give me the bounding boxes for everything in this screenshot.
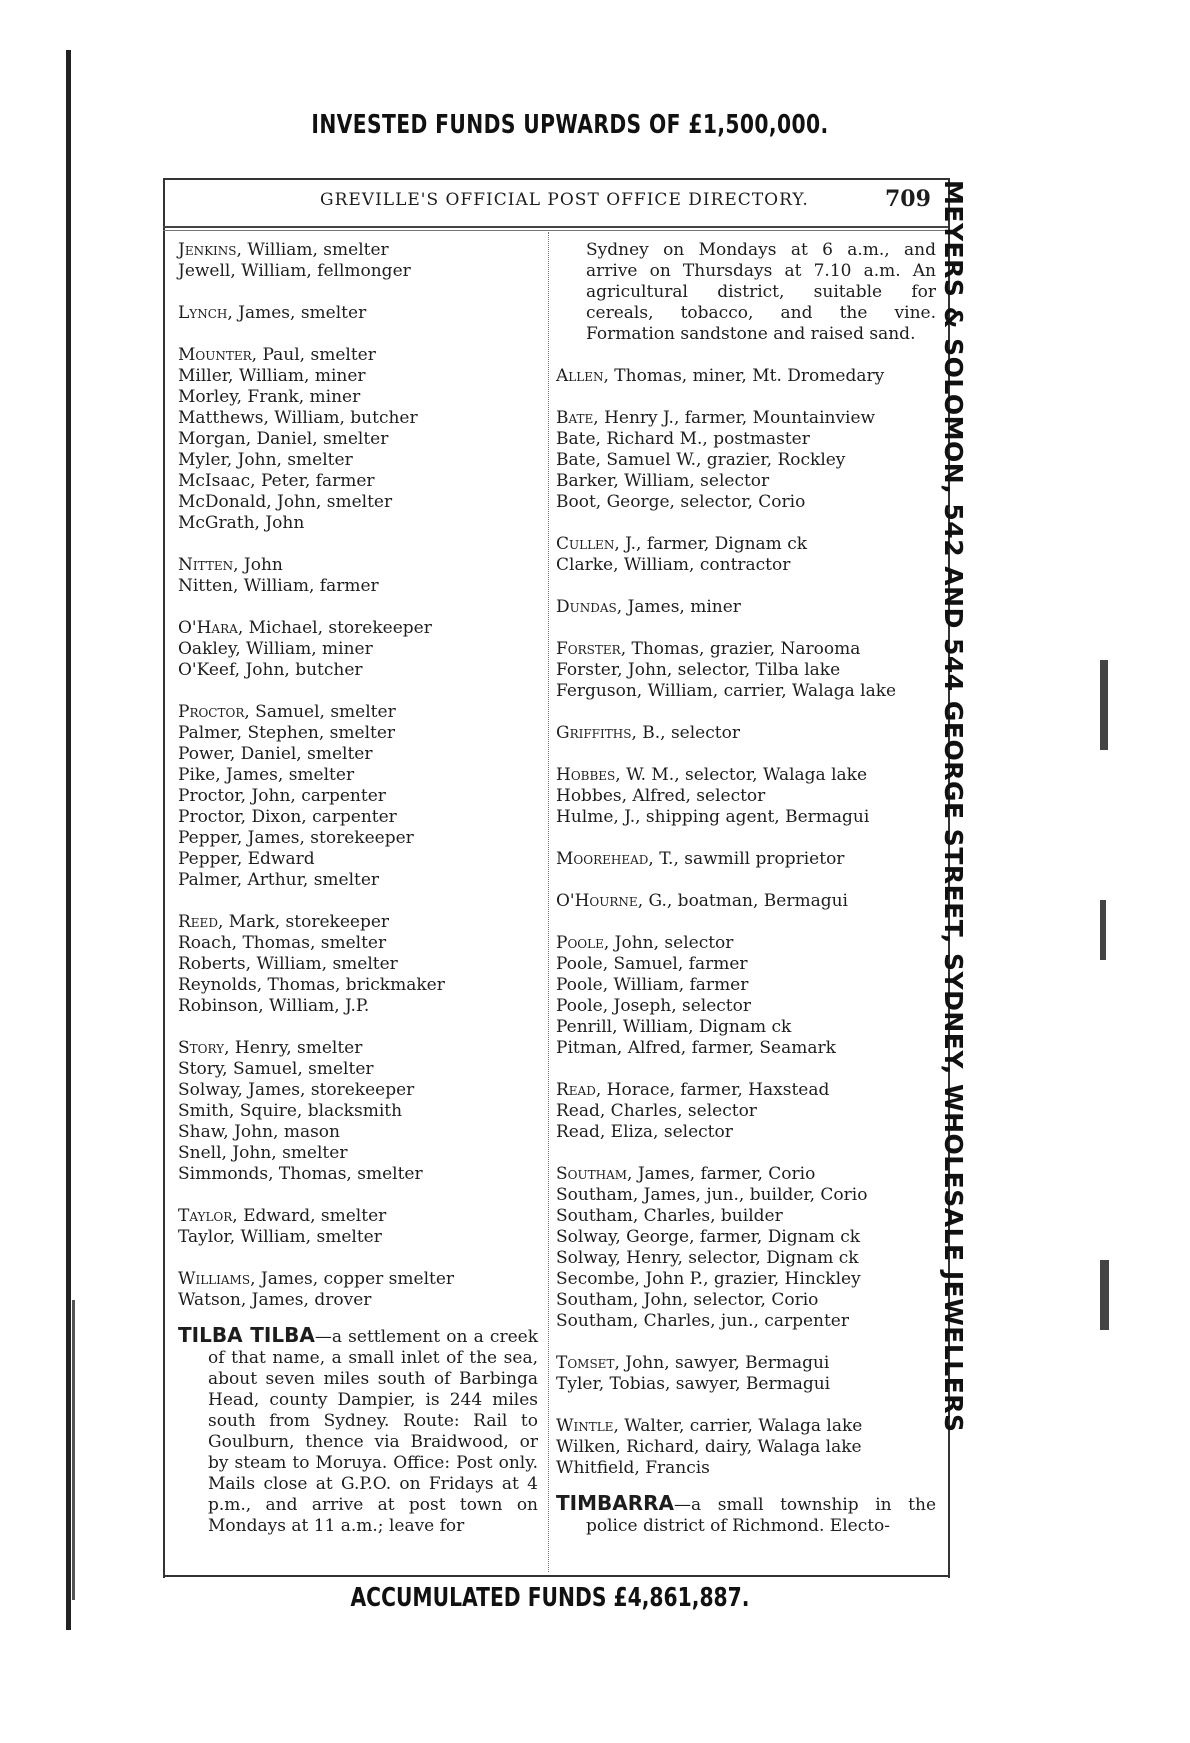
- directory-entry: Boot, George, selector, Corio: [556, 492, 806, 512]
- entry-gap: [556, 1059, 936, 1080]
- entry-gap: [556, 828, 936, 849]
- continued-paragraph: Sydney on Mondays at 6 a.m., and arrive on Thursdays at 7.10 a.m. An agricultural district, suitable for cereals, tobacco, and the vine. Formation sandstone and raised sand.: [586, 240, 936, 344]
- right-entries-list: [556, 345, 936, 1479]
- directory-entry: Tomset, John, sawyer, Bermagui: [556, 1353, 830, 1373]
- timbarra-entry: [556, 1493, 936, 1537]
- entry-gap: [178, 534, 538, 555]
- directory-entry: Williams, James, copper smelter: [178, 1269, 455, 1289]
- left-entries-list: [178, 240, 538, 1311]
- directory-entry: McIsaac, Peter, farmer: [178, 471, 375, 491]
- directory-entry: Solway, George, farmer, Dignam ck: [556, 1227, 861, 1247]
- directory-entry: Solway, Henry, selector, Dignam ck: [556, 1248, 859, 1268]
- directory-entry: Pike, James, smelter: [178, 765, 355, 785]
- directory-entry: Ferguson, William, carrier, Walaga lake: [556, 681, 897, 701]
- left-column: [178, 240, 538, 1537]
- directory-entry: Read, Eliza, selector: [556, 1122, 733, 1142]
- directory-entry: Simmonds, Thomas, smelter: [178, 1164, 423, 1184]
- scan-edge-artifact: [1100, 1260, 1109, 1330]
- directory-entry: Snell, John, smelter: [178, 1143, 348, 1163]
- entry-gap: [556, 513, 936, 534]
- directory-entry: Morley, Frank, miner: [178, 387, 361, 407]
- directory-entry: O'Hara, Michael, storekeeper: [178, 618, 432, 638]
- directory-entry: Read, Horace, farmer, Haxstead: [556, 1080, 830, 1100]
- directory-entry: Forster, Thomas, grazier, Narooma: [556, 639, 861, 659]
- entry-gap: [556, 1395, 936, 1416]
- directory-entry: Southam, James, farmer, Corio: [556, 1164, 816, 1184]
- directory-entry: Wilken, Richard, dairy, Walaga lake: [556, 1437, 862, 1457]
- directory-entry: Griffiths, B., selector: [556, 723, 740, 743]
- directory-entry: Story, Henry, smelter: [178, 1038, 363, 1058]
- bottom-rule: [163, 1575, 948, 1577]
- directory-entry: Southam, Charles, builder: [556, 1206, 783, 1226]
- directory-entry: Nitten, John: [178, 555, 283, 575]
- directory-entry: Southam, John, selector, Corio: [556, 1290, 819, 1310]
- directory-entry: Proctor, Dixon, carpenter: [178, 807, 397, 827]
- entry-gap: [556, 912, 936, 933]
- bottom-banner: ACCUMULATED FUNDS £4,861,887.: [350, 1583, 750, 1613]
- running-head: GREVILLE'S OFFICIAL POST OFFICE DIRECTORY.: [320, 190, 809, 210]
- column-divider: [548, 232, 549, 1572]
- directory-entry: Story, Samuel, smelter: [178, 1059, 374, 1079]
- binding-edge-mark-lower: [72, 1300, 75, 1600]
- top-banner: INVESTED FUNDS UPWARDS OF £1,500,000.: [311, 110, 829, 140]
- scan-edge-artifact: [1100, 900, 1106, 960]
- directory-entry: Roberts, William, smelter: [178, 954, 398, 974]
- side-advertisement: MEYERS & SOLOMON, 542 AND 544 GEORGE STREET, SYDNEY, WHOLESALE JEWELLERS: [939, 180, 968, 1433]
- tilba-tilba-text: —a settlement on a creek of that name, a small inlet of the sea, about seven miles south of Barbinga Head, county Dampier, is 244 miles south from Sydney. Route: Rail to Goulburn, thence via Braidwood, or by steam to Moruya. Office: Post only. Mails close at G.P.O. on Fridays at 4 p.m., and arrive at post town on Mondays at 11 a.m.; leave for: [208, 1327, 538, 1536]
- directory-entry: Power, Daniel, smelter: [178, 744, 373, 764]
- directory-entry: McDonald, John, smelter: [178, 492, 393, 512]
- directory-entry: Allen, Thomas, miner, Mt. Dromedary: [556, 366, 885, 386]
- scan-edge-artifact: [1100, 660, 1108, 750]
- directory-entry: Nitten, William, farmer: [178, 576, 379, 596]
- directory-entry: Cullen, J., farmer, Dignam ck: [556, 534, 808, 554]
- directory-entry: Taylor, William, smelter: [178, 1227, 382, 1247]
- directory-entry: Dundas, James, miner: [556, 597, 741, 617]
- entry-gap: [178, 891, 538, 912]
- directory-entry: Tyler, Tobias, sawyer, Bermagui: [556, 1374, 831, 1394]
- directory-entry: Pitman, Alfred, farmer, Seamark: [556, 1038, 836, 1058]
- timbarra-heading: TIMBARRA: [556, 1491, 674, 1515]
- directory-entry: Southam, Charles, jun., carpenter: [556, 1311, 849, 1331]
- directory-entry: Pepper, James, storekeeper: [178, 828, 414, 848]
- directory-entry: Bate, Henry J., farmer, Mountainview: [556, 408, 876, 428]
- directory-entry: Bate, Samuel W., grazier, Rockley: [556, 450, 846, 470]
- directory-entry: Poole, Samuel, farmer: [556, 954, 748, 974]
- entry-gap: [178, 324, 538, 345]
- directory-entry: Proctor, John, carpenter: [178, 786, 386, 806]
- directory-entry: Hulme, J., shipping agent, Bermagui: [556, 807, 870, 827]
- entry-gap: [556, 387, 936, 408]
- directory-entry: Jenkins, William, smelter: [178, 240, 389, 260]
- entry-gap: [556, 870, 936, 891]
- binding-edge-mark: [66, 50, 71, 1630]
- directory-entry: Barker, William, selector: [556, 471, 770, 491]
- directory-entry: Reed, Mark, storekeeper: [178, 912, 390, 932]
- directory-entry: Matthews, William, butcher: [178, 408, 418, 428]
- entry-gap: [556, 345, 936, 366]
- directory-entry: Bate, Richard M., postmaster: [556, 429, 810, 449]
- directory-entry: Whitfield, Francis: [556, 1458, 710, 1478]
- directory-entry: Jewell, William, fellmonger: [178, 261, 411, 281]
- header-rule: [163, 226, 948, 228]
- directory-entry: O'Keef, John, butcher: [178, 660, 363, 680]
- directory-entry: Hobbes, Alfred, selector: [556, 786, 766, 806]
- directory-entry: Palmer, Stephen, smelter: [178, 723, 396, 743]
- entry-gap: [556, 618, 936, 639]
- directory-entry: Penrill, William, Dignam ck: [556, 1017, 792, 1037]
- directory-entry: Oakley, William, miner: [178, 639, 373, 659]
- directory-entry: Solway, James, storekeeper: [178, 1080, 415, 1100]
- entry-gap: [556, 576, 936, 597]
- right-column: [556, 240, 936, 1537]
- entry-gap: [556, 744, 936, 765]
- entry-gap: [178, 681, 538, 702]
- directory-entry: O'Hourne, G., boatman, Bermagui: [556, 891, 848, 911]
- directory-entry: Read, Charles, selector: [556, 1101, 757, 1121]
- entry-gap: [178, 597, 538, 618]
- entry-gap: [178, 1248, 538, 1269]
- directory-entry: Reynolds, Thomas, brickmaker: [178, 975, 445, 995]
- directory-entry: Pepper, Edward: [178, 849, 315, 869]
- directory-entry: Lynch, James, smelter: [178, 303, 367, 323]
- directory-entry: Proctor, Samuel, smelter: [178, 702, 396, 722]
- tilba-tilba-entry: [178, 1325, 538, 1537]
- entry-gap: [178, 1185, 538, 1206]
- directory-entry: Taylor, Edward, smelter: [178, 1206, 387, 1226]
- page-number: 709: [885, 186, 931, 212]
- entry-gap: [556, 1332, 936, 1353]
- directory-entry: Forster, John, selector, Tilba lake: [556, 660, 841, 680]
- entry-gap: [556, 1143, 936, 1164]
- directory-entry: Robinson, William, J.P.: [178, 996, 370, 1016]
- directory-entry: Roach, Thomas, smelter: [178, 933, 387, 953]
- directory-entry: Myler, John, smelter: [178, 450, 353, 470]
- directory-entry: Mounter, Paul, smelter: [178, 345, 376, 365]
- tilba-tilba-heading: TILBA TILBA: [178, 1323, 315, 1347]
- directory-entry: Secombe, John P., grazier, Hinckley: [556, 1269, 861, 1289]
- directory-entry: Miller, William, miner: [178, 366, 366, 386]
- directory-entry: Poole, John, selector: [556, 933, 734, 953]
- entry-gap: [556, 702, 936, 723]
- directory-entry: Palmer, Arthur, smelter: [178, 870, 380, 890]
- directory-entry: McGrath, John: [178, 513, 305, 533]
- entry-gap: [178, 1017, 538, 1038]
- directory-entry: Wintle, Walter, carrier, Walaga lake: [556, 1416, 863, 1436]
- directory-entry: Shaw, John, mason: [178, 1122, 340, 1142]
- directory-entry: Morgan, Daniel, smelter: [178, 429, 389, 449]
- timbarra-text: —a small township in the police district of Richmond. Electo-: [586, 1495, 936, 1536]
- directory-entry: Poole, Joseph, selector: [556, 996, 751, 1016]
- directory-entry: Hobbes, W. M., selector, Walaga lake: [556, 765, 868, 785]
- header-rule-thin: [163, 230, 948, 231]
- directory-entry: Watson, James, drover: [178, 1290, 372, 1310]
- entry-gap: [178, 282, 538, 303]
- directory-entry: Clarke, William, contractor: [556, 555, 791, 575]
- directory-entry: Poole, William, farmer: [556, 975, 749, 995]
- directory-entry: Southam, James, jun., builder, Corio: [556, 1185, 868, 1205]
- directory-entry: Moorehead, T., sawmill proprietor: [556, 849, 845, 869]
- directory-entry: Smith, Squire, blacksmith: [178, 1101, 403, 1121]
